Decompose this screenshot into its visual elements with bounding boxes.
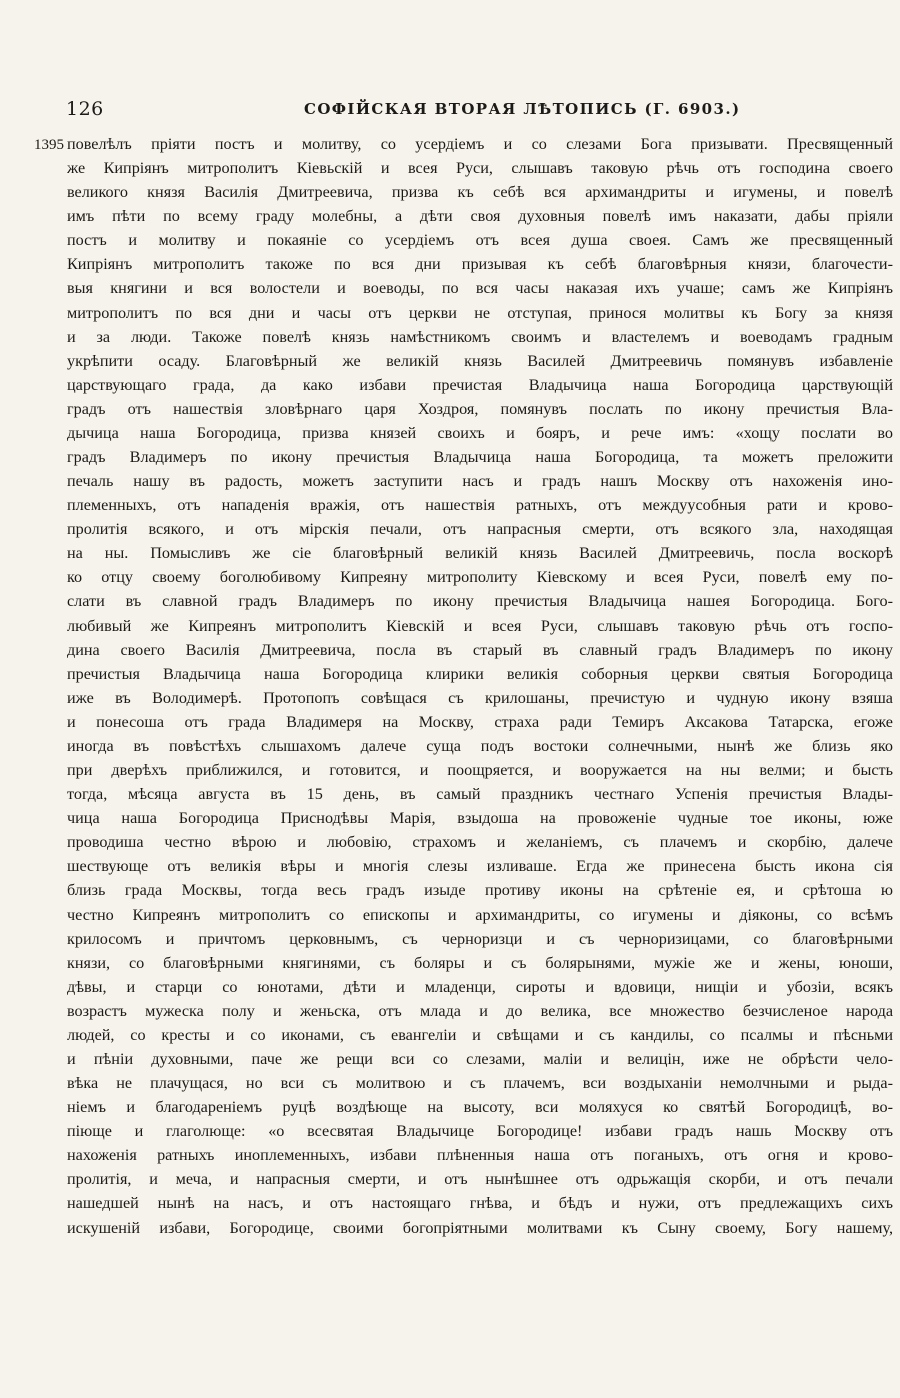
body-text: [67, 132, 893, 1240]
text-line: митрополитъ по вся дни и часы отъ церкви не отступая, принося молитвы къ Богу за князя: [67, 303, 893, 322]
text-line: укрѣпити осаду. Благовѣрный же великій князь Василей Дмитреевичь помянувъ избавленіе: [67, 351, 893, 370]
text-line: же Кипріянъ митрополитъ Кіевьскій и всея Руси, слышавъ таковую рѣчь отъ господина своего: [67, 159, 893, 178]
text-line: нахоженія ратныхъ иноплеменныхъ, избави плѣненныя наша отъ поганыхъ, отъ огня и крово-: [67, 1146, 893, 1165]
text-line: и понесоша отъ града Владимеря на Москву, страха ради Темиръ Аксакова Татарска, егоже: [67, 712, 893, 731]
text-line: піюще и глаголюще: «о всесвятая Владычице Богородице! избави градъ нашь Москву отъ: [67, 1122, 893, 1141]
text-line: иже въ Володимерѣ. Протопопъ совѣщася съ крилошаны, пречистую и чудную икону взяша: [67, 688, 893, 707]
text-line: любивый же Кипреянъ митрополитъ Кіевскій и всея Руси, слышавъ таковую рѣчь отъ госпо-: [67, 616, 893, 635]
page-number: 126: [66, 98, 104, 120]
text-line: нашедшей нынѣ на насъ, и отъ настоящаго гнѣва, и бѣдъ и нужи, отъ предлежащихъ сихъ: [67, 1194, 893, 1213]
text-line: имъ пѣти по всему граду молебны, а дѣти своя духовныя повелѣ имъ наказати, дабы пріяли: [67, 207, 893, 226]
text-line: возрастъ мужеска полу и женьска, отъ млада и до велика, все множество безчисленое народа: [67, 1001, 893, 1020]
text-line: постъ и молитву и покаяніе со усердіемъ отъ всея душа своея. Самъ же пресвященный: [67, 231, 893, 250]
text-line: проводиша честно вѣрою и любовію, страхомъ и желаніемъ, съ плачемъ и скорбію, далече: [67, 833, 893, 852]
text-line: пролитія всякого, и отъ мірскія печали, отъ напрасныя смерти, отъ всякого зла, находящая: [67, 520, 893, 539]
margin-year-marker: 1395: [34, 137, 64, 153]
text-line: близь града Москвы, тогда весь градъ изыде противу иконы на срѣтеніе ея, и срѣтоша ю: [67, 881, 893, 900]
text-line: князи, со благовѣрными княгинями, съ боляры и съ болярынями, мужіе же и жены, юноши,: [67, 953, 893, 972]
text-line: выя княгини и вся волостели и воеводы, по вся часы наказая ихъ учаше; самъ же Кипріянъ: [67, 279, 893, 298]
text-line: чица наша Богородица Приснодѣвы Марія, взыдоша на провоженіе чудные тое иконы, юже: [67, 809, 893, 828]
text-line: слати въ славной градъ Владимеръ по икону пречистыя Владычица нашея Богородица. Бого-: [67, 592, 893, 611]
text-line: иногда въ повѣстѣхъ слышахомъ далече суща подъ востоки солнечными, нынѣ же близь яко: [67, 736, 893, 755]
text-line: вѣка не плачущася, но вси съ молитвою и съ плачемъ, вси воздыханіи немолчными и рыда-: [67, 1074, 893, 1093]
text-line: и за люди. Такоже повелѣ князь намѣстникомъ своимъ и властелемъ и воеводамъ градным: [67, 327, 893, 346]
text-line: печаль нашу въ радость, можетъ заступити насъ и градъ нашъ Москву отъ нахоженія ино-: [67, 472, 893, 491]
text-line: на ны. Помысливъ же сіе благовѣрный великій князь Василей Дмитреевичь, посла воскорѣ: [67, 544, 893, 563]
running-title: СОФІЙСКАЯ ВТОРАЯ ЛѢТОПИСЬ (Г. 6903.): [304, 100, 741, 118]
text-line: пречистыя Владычица наша Богородица клирики великія соборныя церкви святыя Богородица: [67, 664, 893, 683]
text-line: дина своего Василія Дмитреевича, посла въ старый въ славный градъ Владимеръ по икону: [67, 640, 893, 659]
text-line: тогда, мѣсяца августа въ 15 день, въ самый праздникъ честнаго Успенія пречистыя Влады-: [67, 785, 893, 804]
text-line: при дверѣхъ приближился, и готовится, и поощряется, и вооружается на ны велми; и бысть: [67, 761, 893, 780]
text-line: и пѣніи духовными, паче же рещи вси со слезами, маліи и велицін, иже не обрѣсти чело-: [67, 1049, 893, 1068]
text-line: крилосомъ и причтомъ церковнымъ, съ черноризци и съ черноризицами, со благовѣрными: [67, 929, 893, 948]
text-line: людей, со кресты и со иконами, съ евангеліи и свѣщами и съ кандилы, со псалмы и пѣсньми: [67, 1025, 893, 1044]
text-line: градъ отъ нашествія зловѣрнаго царя Хоздроя, помянувъ послать по икону пречистыя Вла-: [67, 399, 893, 418]
text-line: царствующаго града, да како избави пречистая Владычица наша Богородица царствующій: [67, 375, 893, 394]
text-line: искушеній избави, Богородице, своими богопріятными молитвами къ Сыну своему, Богу нашему,: [67, 1218, 893, 1237]
text-line: ко отцу своему боголюбивому Кипреяну митрополиту Кіевскому и всея Руси, повелѣ ему по-: [67, 568, 893, 587]
text-line: дѣвы, и старци со юнотами, дѣти и младенци, сироты и вдовици, нищіи и убозіи, всякъ: [67, 977, 893, 996]
text-line: ніемъ и благодареніемъ руцѣ воздѣюще на высоту, вси моляхуся ко святѣй Богородицѣ, во-: [67, 1098, 893, 1117]
text-line: честно Кипреянъ митрополитъ со епископы и архимандриты, со игумены и діяконы, со всѣмъ: [67, 905, 893, 924]
text-line: повелѣлъ пріяти постъ и молитву, со усердіемъ и со слезами Бога призывати. Пресвященный: [67, 135, 893, 153]
text-line: дычица наша Богородица, призва князей своихъ и бояръ, и рече имъ: «хощу послати во: [67, 423, 893, 442]
text-line: градъ Владимеръ по икону пречистыя Владычица наша Богородица, та можетъ преложити: [67, 448, 893, 467]
text-line: великого князя Василія Дмитреевича, призва къ себѣ вся архимандриты и игумены, и повелѣ: [67, 183, 893, 202]
text-line: племенныхъ, отъ нападенія вражія, отъ нашествія ратныхъ, отъ междуусобныя рати и крово-: [67, 496, 893, 515]
text-line: пролитія, и меча, и напрасныя смерти, и отъ нынѣшнее отъ одрьжащія скорби, и отъ печали: [67, 1170, 893, 1189]
text-line: Кипріянъ митрополитъ такоже по вся дни призывая къ себѣ благовѣрныя князи, благочести-: [67, 255, 893, 274]
page-header: [66, 98, 892, 126]
text-line: шествующе отъ великія вѣры и многія слезы изливаше. Егда же принесена бысть икона сія: [67, 857, 893, 876]
